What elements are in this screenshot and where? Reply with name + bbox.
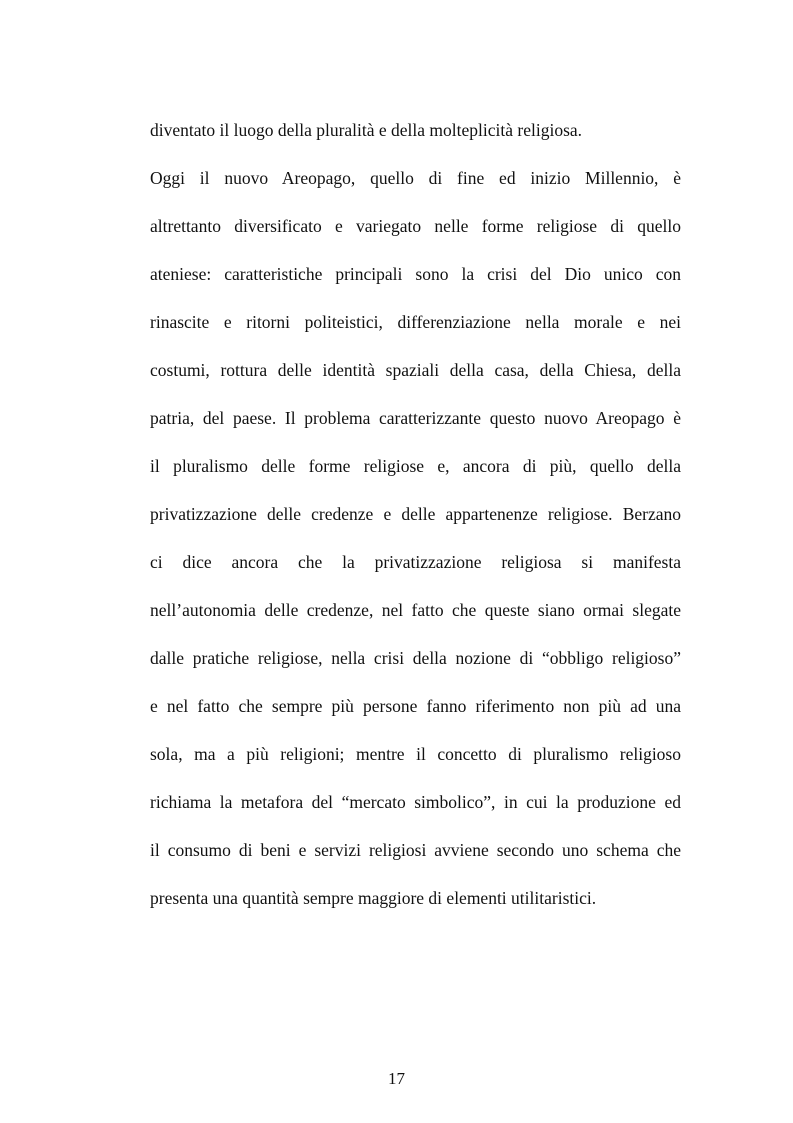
text-line-11: nell’autonomia delle credenze, nel fatto che queste siano ormai slegate [150, 600, 681, 620]
text-line-13: e nel fatto che sempre più persone fanno riferimento non più ad una [150, 696, 681, 716]
text-line-16: il consumo di beni e servizi religiosi avviene secondo uno schema che [150, 840, 681, 860]
page-number: 17 [388, 1069, 405, 1088]
text-line-12: dalle pratiche religiose, nella crisi della nozione di “obbligo religioso” [150, 648, 681, 668]
text-line-2: Oggi il nuovo Areopago, quello di fine ed inizio Millennio, è [150, 168, 681, 188]
text-line-9: privatizzazione delle credenze e delle appartenenze religiose. Berzano [150, 504, 681, 524]
text-line-14: sola, ma a più religioni; mentre il concetto di pluralismo religioso [150, 744, 681, 764]
text-line-3: altrettanto diversificato e variegato nelle forme religiose di quello [150, 216, 681, 236]
text-line-17: presenta una quantità sempre maggiore di elementi utilitaristici. [150, 888, 597, 908]
text-line-5: rinascite e ritorni politeistici, differenziazione nella morale e nei [150, 312, 681, 332]
text-line-1: diventato il luogo della pluralità e della molteplicità religiosa. [150, 120, 583, 140]
text-line-7: patria, del paese. Il problema caratterizzante questo nuovo Areopago è [150, 408, 681, 428]
text-line-10: ci dice ancora che la privatizzazione religiosa si manifesta [150, 552, 681, 572]
text-line-4: ateniese: caratteristiche principali sono la crisi del Dio unico con [150, 264, 681, 284]
text-line-8: il pluralismo delle forme religiose e, ancora di più, quello della [150, 456, 681, 476]
text-line-15: richiama la metafora del “mercato simbolico”, in cui la produzione ed [150, 792, 681, 812]
text-line-6: costumi, rottura delle identità spaziali della casa, della Chiesa, della [150, 360, 681, 380]
